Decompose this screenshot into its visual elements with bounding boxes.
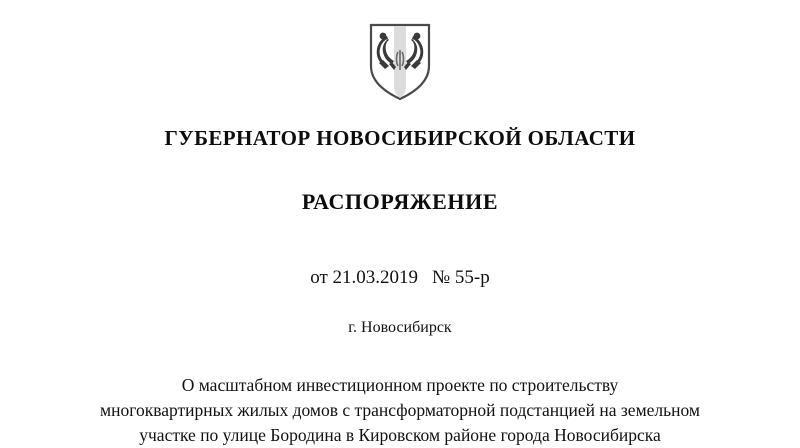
document-subject	[60, 373, 740, 448]
document-number: № 55-р	[432, 267, 490, 288]
subject-line: многоквартирных жилых домов с трансформаторной подстанцией на земельном	[100, 399, 700, 420]
subject-line: О масштабном инвестиционном проекте по строительству	[181, 375, 619, 395]
organization-title: ГУБЕРНАТОР НОВОСИБИРСКОЙ ОБЛАСТИ	[164, 126, 636, 150]
document-meta	[0, 267, 800, 289]
document-type-heading: РАСПОРЯЖЕНИЕ	[301, 189, 499, 214]
document-city: г. Новосибирск	[348, 319, 452, 336]
subject-line: участке по улице Бородина в Кировском районе города Новосибирска	[139, 424, 661, 445]
emblem-container	[0, 0, 800, 102]
document-date: от 21.03.2019	[310, 267, 419, 288]
coat-of-arms-icon	[367, 22, 433, 102]
